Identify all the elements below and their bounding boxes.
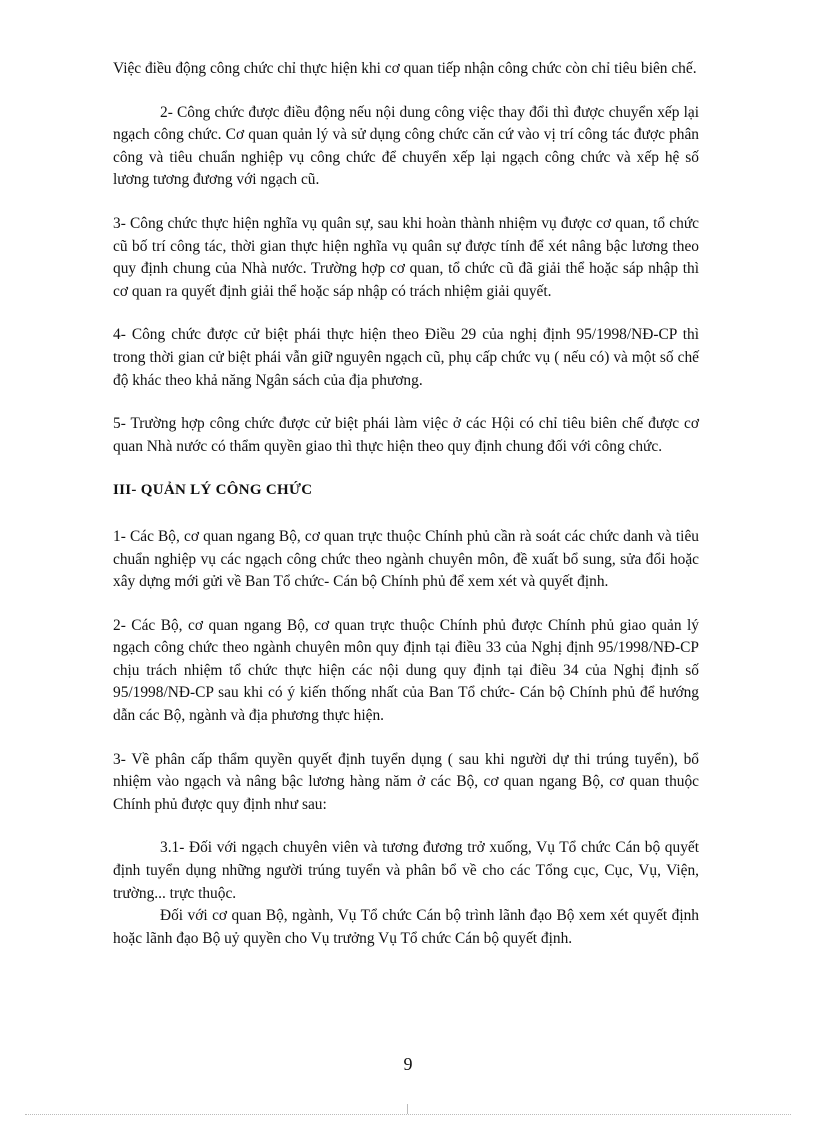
footer-divider <box>25 1114 791 1115</box>
paragraph-mgmt-item-2: 2- Các Bộ, cơ quan ngang Bộ, cơ quan trực thuộc Chính phủ được Chính phủ giao quản lý ngạch công chức theo ngành chuyên môn quy định tại điều 33 của Nghị định 95/1998/NĐ-CP chịu trách nhiệm tổ chức thực hiện các nội dung quy định tại điều 34 của Nghị định số 95/1998/NĐ-CP sau khi có ý kiến thống nhất của Ban Tổ chức- Cán bộ Chính phủ để hướng dẫn các Bộ, ngành và địa phương thực hiện. <box>113 616 699 725</box>
section-heading: III- QUẢN LÝ CÔNG CHỨC <box>113 482 313 499</box>
paragraph-transfer-quota: Việc điều động công chức chỉ thực hiện khi cơ quan tiếp nhận công chức còn chỉ tiêu biên chế. <box>113 60 697 77</box>
paragraph-item-2-reclassification: 2- Công chức được điều động nếu nội dung công việc thay đổi thì được chuyển xếp lại ngạch công chức. Cơ quan quản lý và sử dụng công chức căn cứ vào vị trí công tác được phân công và tiêu chuẩn nghiệp vụ công chức để chuyển xếp lại ngạch công chức và xếp hệ số lương tương đương với ngạch cũ. <box>113 103 699 189</box>
footer-tick <box>407 1104 408 1114</box>
paragraph-mgmt-item-3-1: 3.1- Đối với ngạch chuyên viên và tương đương trở xuống, Vụ Tổ chức Cán bộ quyết định tuyển dụng những người trúng tuyển và phân bổ về cho các Tổng cục, Cục, Vụ, Viện, trường... trực thuộc. <box>113 839 699 902</box>
paragraph-item-3-military-service: 3- Công chức thực hiện nghĩa vụ quân sự, sau khi hoàn thành nhiệm vụ được cơ quan, tổ chức cũ bố trí công tác, thời gian thực hiện nghĩa vụ quân sự được tính để xét nâng bậc lương theo quy định chung của Nhà nước. Trường hợp cơ quan, tổ chức cũ đã giải thể hoặc sáp nhập thì cơ quan ra quyết định giải thể hoặc sáp nhập có trách nhiệm giải quyết. <box>113 214 699 300</box>
paragraph-mgmt-item-3-1-cont: Đối với cơ quan Bộ, ngành, Vụ Tổ chức Cán bộ trình lãnh đạo Bộ xem xét quyết định hoặc lãnh đạo Bộ uỷ quyền cho Vụ trưởng Vụ Tổ chức Cán bộ quyết định. <box>113 907 699 947</box>
paragraph-mgmt-item-1: 1- Các Bộ, cơ quan ngang Bộ, cơ quan trực thuộc Chính phủ cần rà soát các chức danh và tiêu chuẩn nghiệp vụ các ngạch công chức theo ngành chuyên môn, đề xuất bổ sung, sửa đổi hoặc xây dựng mới gửi về Ban Tổ chức- Cán bộ Chính phủ để xem xét và quyết định. <box>113 527 699 591</box>
page-number: 9 <box>403 1054 413 1074</box>
paragraph-mgmt-item-3: 3- Về phân cấp thẩm quyền quyết định tuyển dụng ( sau khi người dự thi trúng tuyển), bổ nhiệm vào ngạch và nâng bậc lương hàng năm ở các Bộ, cơ quan ngang Bộ, cơ quan thuộc Chính phủ được quy định như sau: <box>113 750 699 813</box>
paragraph-item-5-associations: 5- Trường hợp công chức được cử biệt phái làm việc ở các Hội có chỉ tiêu biên chế được cơ quan Nhà nước có thẩm quyền giao thì thực hiện theo quy định chung đối với công chức. <box>113 415 699 455</box>
paragraph-item-4-secondment: 4- Công chức được cử biệt phái thực hiện theo Điều 29 của nghị định 95/1998/NĐ-CP thì trong thời gian cử biệt phái vẫn giữ nguyên ngạch cũ, phụ cấp chức vụ ( nếu có) và một số chế độ khác theo khả năng Ngân sách của địa phương. <box>113 326 699 389</box>
document-page <box>113 58 699 950</box>
